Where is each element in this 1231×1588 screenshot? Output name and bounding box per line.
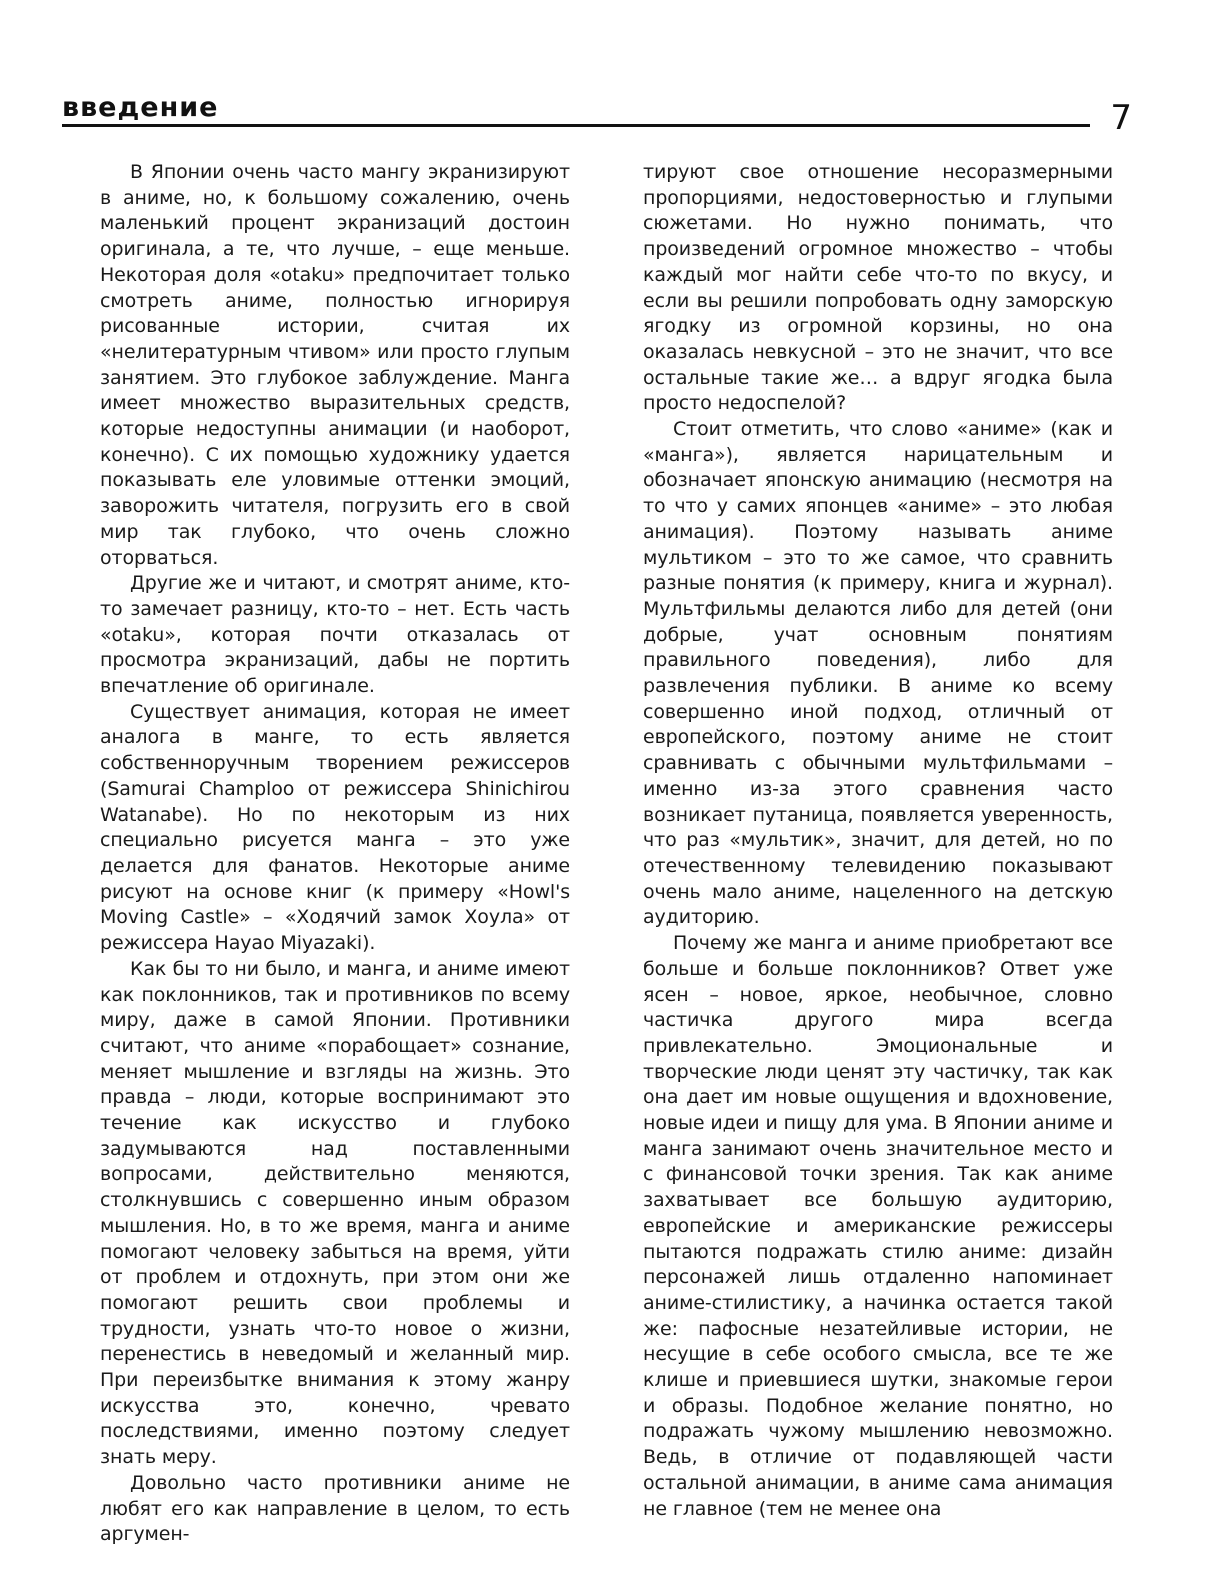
right-column: [643, 160, 1113, 1522]
paragraph: Существует анимация, которая не имеет аналога в манге, то есть является собственноручным творением режиссеров (Samurai Champloo от режиссера Shinichirou Watanabe). Но по некоторым из них специально рисуется манга – это уже делается для фанатов. Некоторые аниме рисуют на основе книг (к примеру «Howl's Moving Castle» – «Ходячий замок Хоула» от режиссера Hayao Miyazaki).: [100, 700, 570, 955]
section-title: введение: [62, 92, 219, 123]
paragraph: Почему же манга и аниме приобретают все больше и больше поклонников? Ответ уже ясен – новое, яркое, необычное, словно частичка другого мира всегда привлекательно. Эмоциональные и творческие люди ценят эту частичку, так как она дает им новые ощущения и вдохновение, новые идеи и пищу для ума. В Японии аниме и манга занимают очень значительное место и с финансовой точки зрения. Так как аниме захватывает все большую аудиторию, европейские и американские режиссеры пытаются подражать стилю аниме: дизайн персонажей лишь отдаленно напоминает аниме-стилистику, а начинка остается такой же: пафосные незатейливые истории, не несущие в себе особого смысла, все те же клише и приевшиеся шутки, знакомые герои и образы. Подобное желание понятно, но подражать чужому мышлению невозможно. Ведь, в отличие от подавляющей части остальной анимации, в аниме сама анимация не главное (тем не менее она: [643, 932, 1113, 1520]
paragraph: В Японии очень часто мангу экранизируют в аниме, но, к большому сожалению, очень маленький процент экранизаций достоин оригинала, а те, что лучше, – еще меньше. Некоторая доля «otaku» предпочитает только смотреть аниме, полностью игнорируя рисованные истории, считая их «нелитературным чтивом» или просто глупым занятием. Это глубокое заблуждение. Манга имеет множество выразительных средств, которые недоступны анимации (и наоборот, конечно). С их помощью художнику удается показывать еле уловимые оттенки эмоций, заворожить читателя, погрузить его в свой мир так глубоко, что очень сложно оторваться.: [100, 161, 570, 569]
paragraph: Другие же и читают, и смотрят аниме, кто-то замечает разницу, кто-то – нет. Есть часть «otaku», которая почти отказалась от просмотра экранизаций, дабы не портить впечатление об оригинале.: [100, 572, 570, 698]
paragraph: Довольно часто противники аниме не любят его как направление в целом, то есть аргумен-: [100, 1471, 570, 1546]
page-number: 7: [1110, 98, 1132, 138]
header-rule: [62, 124, 1090, 127]
paragraph: Стоит отметить, что слово «аниме» (как и «манга»), является нарицательным и обозначает японскую анимацию (несмотря на то что у самих японцев «аниме» – это любая анимация). Поэтому называть аниме мультиком – это то же самое, что сравнить разные понятия (к примеру, книга и журнал). Мультфильмы делаются либо для детей (они добрые, учат основным понятиям правильного поведения), либо для развлечения публики. В аниме ко всему совершенно иной подход, отличный от европейского, поэтому аниме не стоит сравнивать с обычными мультфильмами – именно из-за этого сравнения часто возникает путаница, появляется уверенность, что раз «мультик», значит, для детей, но по отечественному телевидению показывают очень мало аниме, нацеленного на детскую аудиторию.: [643, 418, 1113, 929]
page-header: [62, 92, 1132, 142]
paragraph-continued: тируют свое отношение несоразмерными пропорциями, недостоверностью и глупыми сюжетами. Но нужно понимать, что произведений огромное множество – чтобы каждый мог найти себе что-то по вкусу, и если вы решили попробовать одну заморскую ягодку из огромной корзины, но она оказалась невкусной – это не значит, что все остальные такие же… а вдруг ягодка была просто недоспелой?: [643, 161, 1113, 415]
paragraph: Как бы то ни было, и манга, и аниме имеют как поклонников, так и противников по всему миру, даже в самой Японии. Противники считают, что аниме «порабощает» сознание, меняет мышление и взгляды на жизнь. Это правда – люди, которые воспринимают это течение как искусство и глубоко задумываются над поставленными вопросами, действительно меняются, столкнувшись с совершенно иным образом мышления. Но, в то же время, манга и аниме помогают человеку забыться на время, уйти от проблем и отдохнуть, при этом они же помогают решить свои проблемы и трудности, узнать что-то новое о жизни, перенестись в неведомый и желанный мир. При переизбытке внимания к этому жанру искусства это, конечно, чревато последствиями, именно поэтому следует знать меру.: [100, 957, 570, 1469]
left-column: [100, 160, 570, 1548]
